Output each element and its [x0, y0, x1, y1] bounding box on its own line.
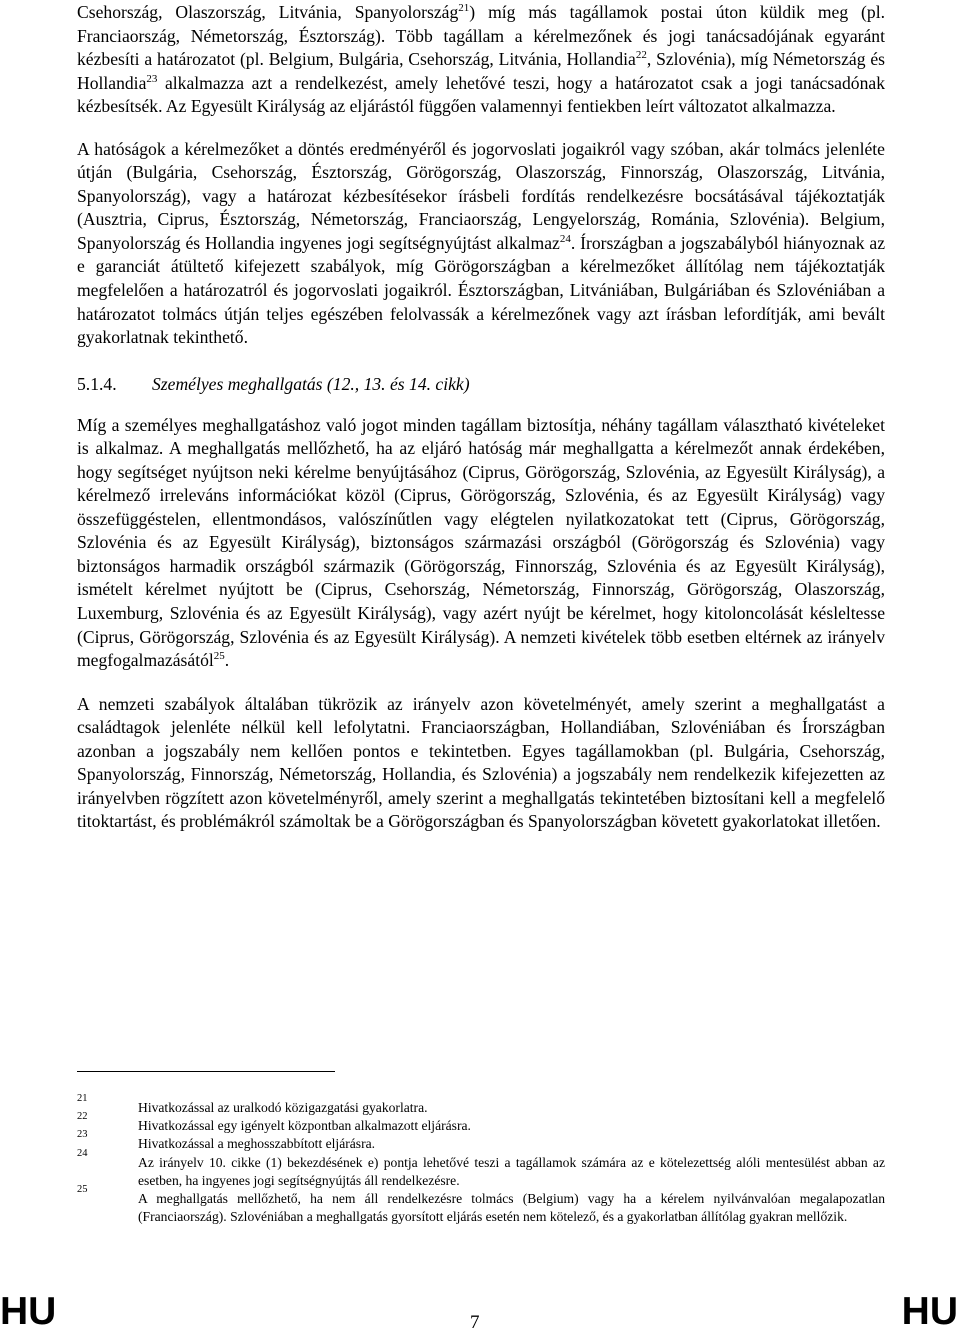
- paragraph-3: [77, 414, 885, 673]
- text-run: Míg a személyes meghallgatáshoz való jogot minden tagállam biztosítja, néhány tagállam választható kivételeket is alkalmaz. A meghallgatás mellőzhető, ha az eljáró hatóság már meghallgatta a kérelmezőt annak érdekében, hogy segítséget nyújtson neki kérelme benyújtásához (Ciprus, Görögország, Szlovénia, az Egyesült Királyság), a kérelmező irreleváns információkat közöl (Ciprus, Görögország, Szlovénia, és az Egyesült Királyság) vagy összefüggéstelen, ellentmondásos, valószínűtlen vagy elégtelen nyilatkozatokat tett (Ciprus, Görögország, Szlovénia és az Egyesült Királyság), biztonságos származási országból (Görögország és Szlovénia) vagy biztonságos harmadik országból származik (Görögország, Finnország, Szlovénia és az Egyesült Királyság), ismételt kérelmet nyújtott be (Ciprus, Csehország, Németország, Finnország, Görögország, Olaszország, Luxemburg, Szlovénia és az Egyesült Királyság), vagy azért nyújt be kérelmet, hogy kitoloncolását késleltesse (Ciprus, Görögország, Szlovénia és az Egyesült Királyság). A nemzeti kivételek több esetben eltérnek az irányelv megfogalmazásától: [77, 414, 885, 671]
- text-run: A hatóságok a kérelmezőket a döntés eredményéről és jogorvoslati jogaikról vagy szóban, akár tolmács jelenléte útján (Bulgária, Csehország, Észtország, Görögország, Olaszország, Finnország, Olaszország, Litvánia, Spanyolország), vagy a határozat kézbesítésekor írásbeli fordítás rendelkezésre bocsátásával tájékoztatják (Ausztria, Ciprus, Észtország, Németország, Franciaország, Lengyelország, Románia, Szlovénia). Belgium, Spanyolország és Hollandia ingyenes jogi segítségnyújtást alkalmaz: [77, 138, 885, 253]
- footnote-21: [77, 1093, 885, 1117]
- footnote-24: [77, 1147, 885, 1190]
- footer-language-left: HU: [0, 1290, 57, 1333]
- footnote-text: Hivatkozással az uralkodó közigazgatási gyakorlatra.: [138, 1100, 428, 1115]
- paragraph-4: [77, 693, 885, 834]
- section-number: 5.1.4.: [77, 373, 117, 394]
- footnote-text: Hivatkozással egy igényelt központban alkalmazott eljárásra.: [138, 1118, 471, 1134]
- footnote-ref-23[interactable]: 23: [146, 72, 158, 85]
- footnote-number: 25: [77, 1184, 88, 1196]
- footnote-text: A meghallgatás mellőzhető, ha nem áll rendelkezésre tolmács (Belgium) vagy ha a kérelem nyilvánvalóan megalapozatlan (Franciaország). Szlovéniában a meghallgatás gyorsított eljárás esetén nem kötelező, és a gyakorlatban állítólag gyakran mellőzik.: [138, 1191, 885, 1225]
- footnotes: [77, 1093, 885, 1226]
- text-run: alkalmazza azt a rendelkezést, amely lehetővé teszi, hogy a határozatot csak a jogi tanácsadónak kézbesítsék. Az Egyesült Királyság az eljárástól függően valamennyi fentiekben leírt változatot alkalmazza.: [77, 72, 885, 117]
- footnote-23: [77, 1129, 885, 1153]
- footnote-number: 24: [77, 1147, 88, 1159]
- paragraph-1: [77, 1, 885, 119]
- text-run: A nemzeti szabályok általában tükrözik az irányelv azon követelményét, amely szerint a meghallgatást a családtagok jelenléte nélkül kell lefolytatni. Franciaországban, Hollandiában, Szlovéniában és Írországban azonban a jogszabály nem kellően pontos e tekintetben. Egyes tagállamokban (pl. Bulgária, Csehország, Spanyolország, Finnország, Németország, Hollandia, és Szlovénia) a jogszabály nem rendelkezik kifejezetten az irányelvben rögzített azon követelményről, amely szerint a meghallgatás tekintetében biztosítani kell a megfelelő titoktartást, és problémákról számoltak be a Görögországban és Spanyolországban követett gyakorlatokat illetően.: [77, 693, 885, 832]
- footnote-ref-24[interactable]: 24: [559, 232, 571, 245]
- footnote-25: [77, 1184, 885, 1226]
- footnote-ref-21[interactable]: 21: [458, 2, 470, 14]
- footnote-number: 22: [77, 1111, 88, 1123]
- footnote-number: 23: [77, 1129, 88, 1141]
- footnote-text: Hivatkozással a meghosszabbított eljárásra.: [138, 1136, 376, 1152]
- footnote-number: 21: [77, 1093, 88, 1104]
- section-heading: [77, 372, 885, 396]
- footnote-text: Az irányelv 10. cikke (1) bekezdésének e) pontja lehetővé teszi a tagállamok számára az e kötelezettség alóli mentesülést abban az esetben, ha ingyenes jogi segítségnyújtás áll rendelkezésre.: [138, 1154, 885, 1188]
- text-run: Csehország, Olaszország, Litvánia, Spanyolország: [77, 2, 459, 22]
- footer-language-right: HU: [901, 1290, 958, 1333]
- section-title: Személyes meghallgatás (12., 13. és 14. cikk): [152, 373, 470, 394]
- footnote-ref-22[interactable]: 22: [635, 49, 647, 62]
- page-body: [77, 0, 885, 834]
- page-number: 7: [470, 1312, 480, 1333]
- text-run: . Írországban a jogszabályból hiányoznak az e garanciát átültető kifejezett szabályok, míg Görögországban a kérelmezőket állítólag nem tájékoztatják megfelelően a határozatról és jogorvoslati jogaikról. Észtországban, Litvániában, Bulgáriában és Szlovéniában a határozatot tolmács útján teljes egészében felolvassák a kérelmezőnek vagy azt írásban lefordítják, ami bevált gyakorlatnak tekinthető.: [77, 232, 886, 348]
- footnote-separator: [77, 1071, 335, 1072]
- paragraph-2: [77, 138, 885, 350]
- footnote-ref-25[interactable]: 25: [213, 650, 225, 663]
- footnote-22: [77, 1111, 885, 1135]
- text-run: , Szlovénia), míg Németország és Hollandia: [77, 49, 885, 93]
- text-run: ) míg más tagállamok postai úton küldik meg (pl. Franciaország, Németország, Észtország). Több tagállam a kérelmezőnek és jogi tanácsadójának egyaránt kézbesíti a határozatot (pl. Belgium, Bulgária, Csehország, Litvánia, Hollandia: [77, 2, 885, 70]
- text-run: .: [224, 650, 230, 671]
